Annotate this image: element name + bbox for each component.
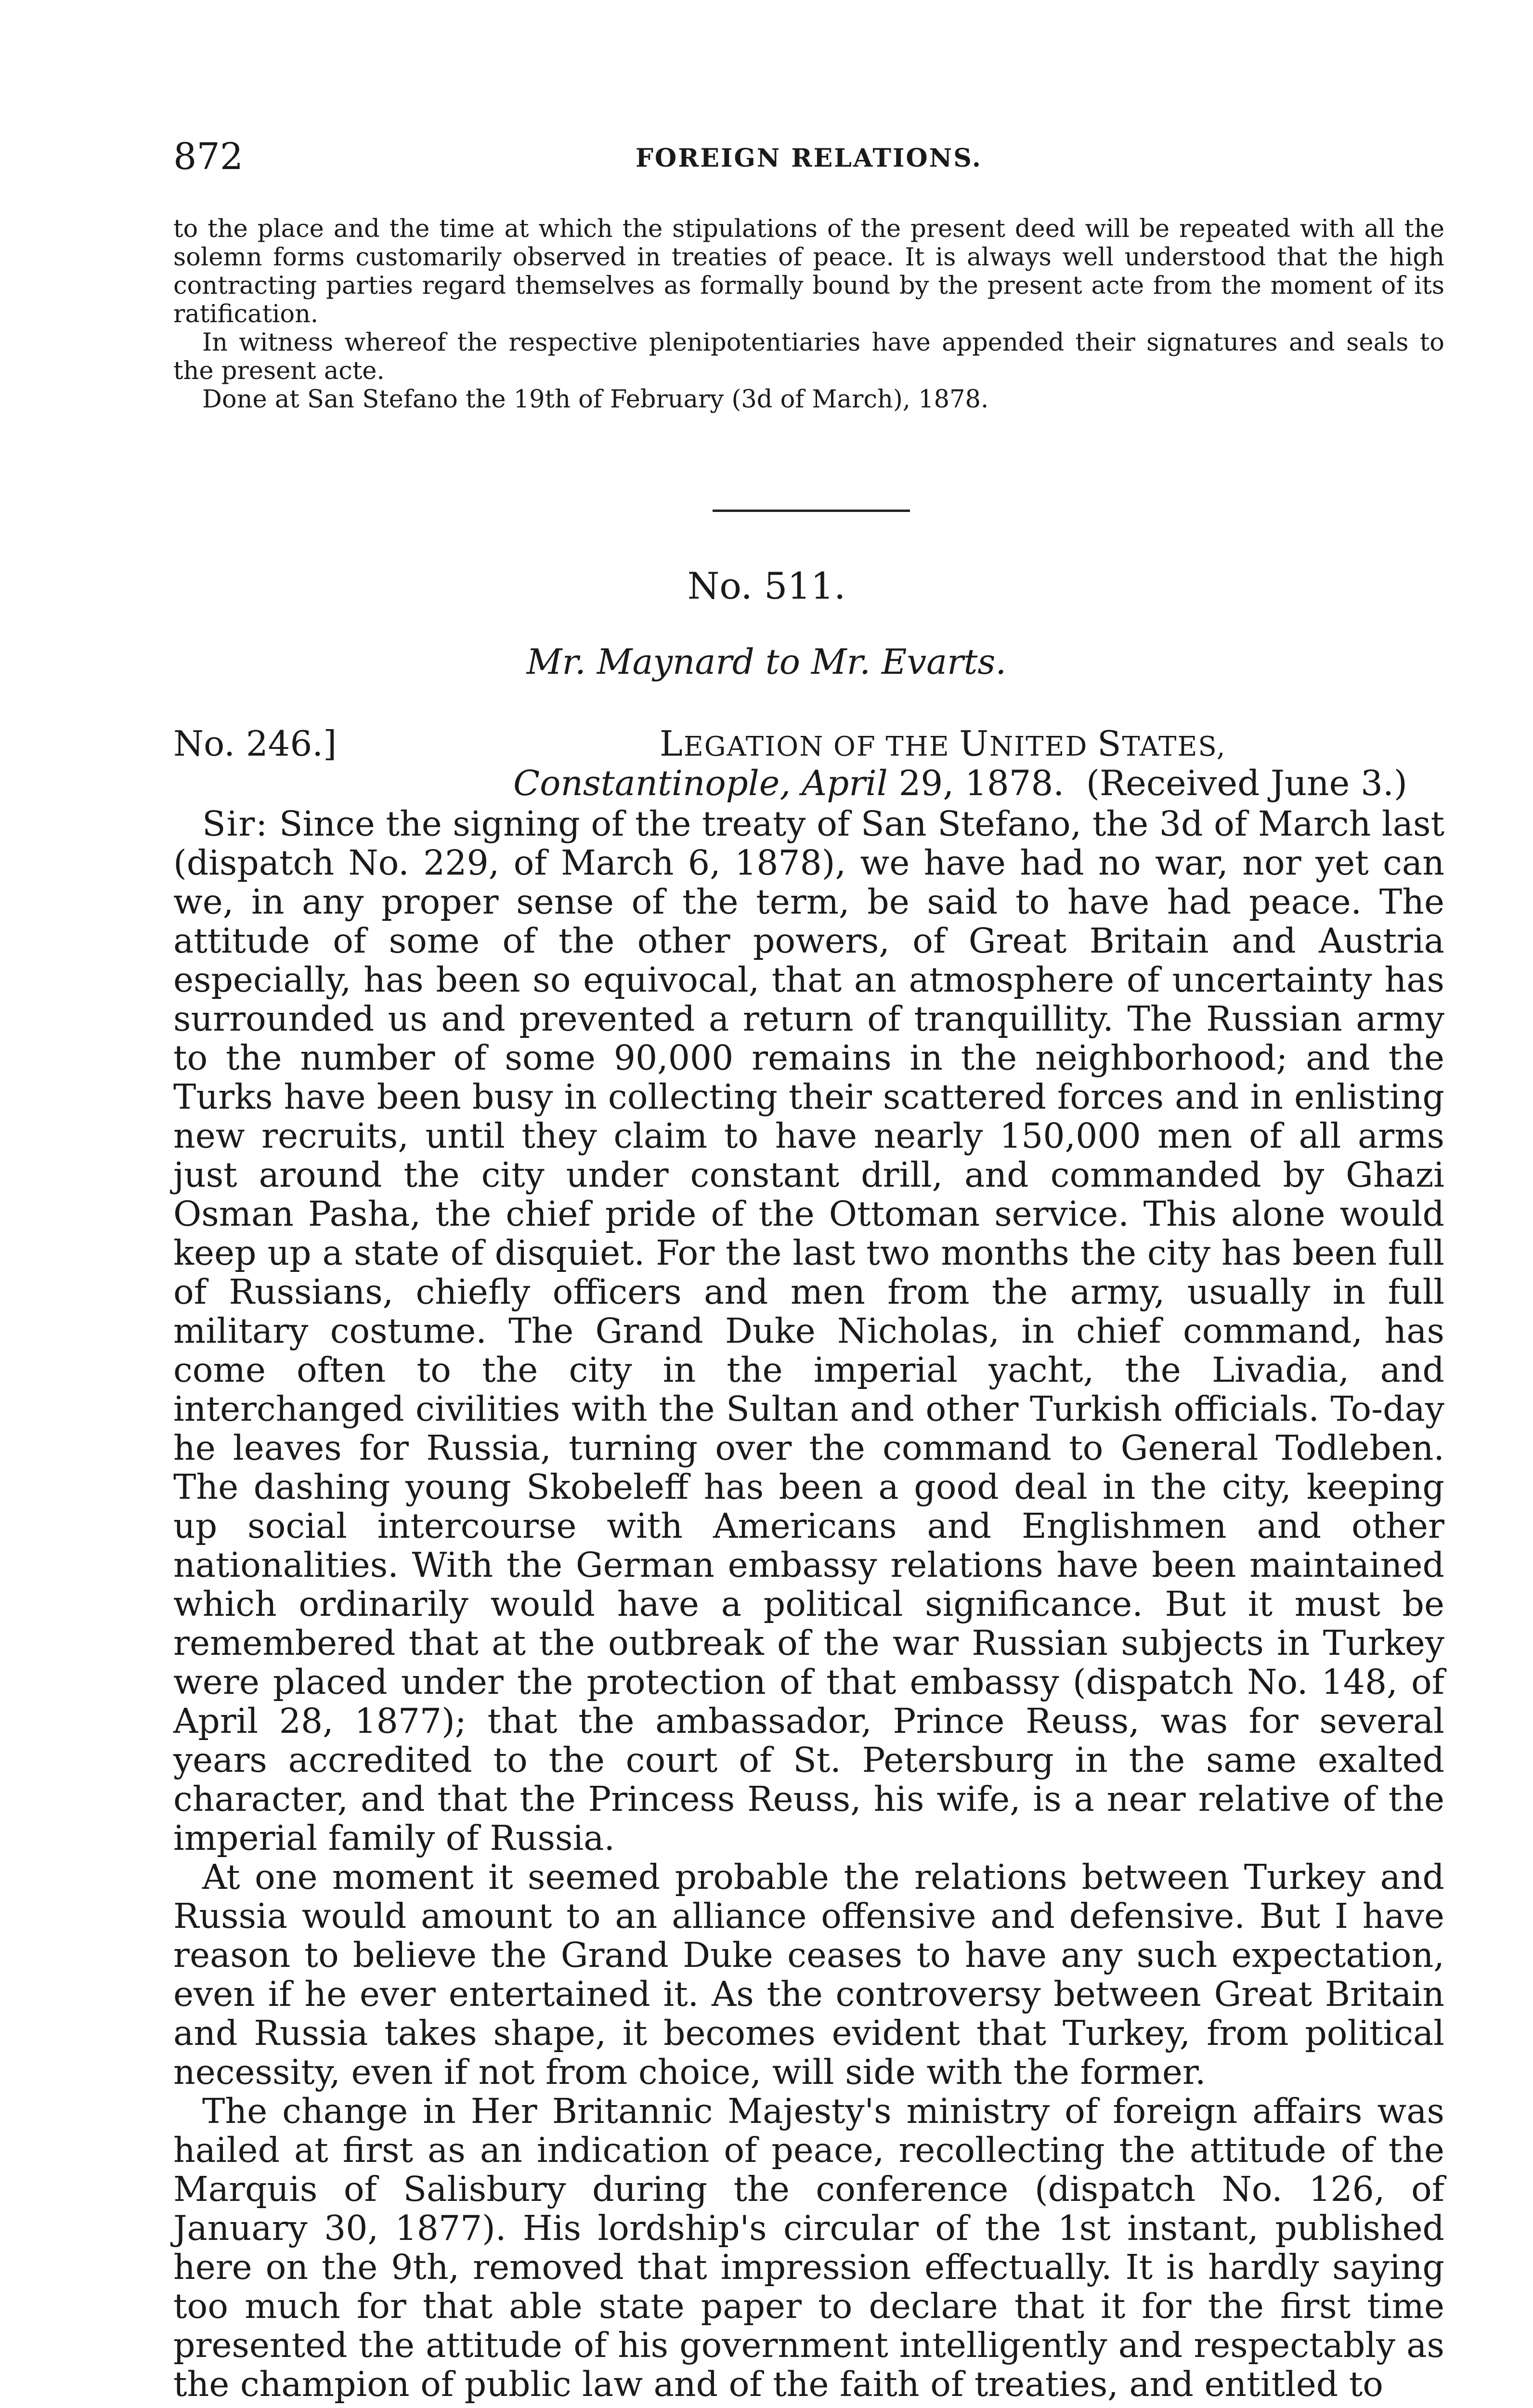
legation-part-3: TATES, <box>1122 731 1226 762</box>
section-divider <box>713 510 910 512</box>
done-at-line: Done at San Stefano the 19th of February (3d of March), 1878. <box>202 385 989 414</box>
dispatch-number: No. 246.] <box>173 723 337 764</box>
running-head <box>173 135 1444 183</box>
received-note: (Received June 3.) <box>1086 763 1407 803</box>
running-title: FOREIGN RELATIONS. <box>636 144 982 173</box>
document-title: Mr. Maynard to Mr. Evarts. <box>526 641 1007 682</box>
legation-part-1: EGATION OF THE <box>683 731 960 762</box>
witness-paragraph: In witness whereof the respective plenipotentiaries have appended their signatures and seals to the present acte. <box>173 328 1444 385</box>
document-number: No. 511. <box>687 564 846 607</box>
treaty-closing-paragraph: to the place and the time at which the stipulations of the present deed will be repeated with all the solemn forms customarily observed in treaties of peace. It is always well understood that the high contracting parties regard themselves as formally bound by the present acte from the moment of its ratification. <box>173 215 1444 328</box>
legation-initial-l: L <box>660 723 684 764</box>
letter-paragraph-1 <box>173 804 1444 1858</box>
legation-heading <box>660 723 1226 764</box>
salutation: Sir: <box>202 804 269 844</box>
page-number: 872 <box>173 135 244 178</box>
legation-part-2: NITED <box>989 731 1098 762</box>
day-year: 29, 1878. <box>887 763 1065 803</box>
paragraph-1-text: Since the signing of the treaty of San Stefano, the 3d of March last (dispatch No. 229, of March 6, 1878), we have had no war, nor yet can we, in any proper sense of the term, be said to have had peace. The attitude of some of the other powers, of Great Britain and Austria especially, has been so equivocal, that an atmosphere of uncertainty has surrounded us and prevented a return of tranquillity. The Russian army to the number of some 90,000 remains in the neighborhood; and the Turks have been busy in collecting their scattered forces and in enlisting new recruits, until they claim to have nearly 150,000 men of all arms just around the city under constant drill, and commanded by Ghazi Osman Pasha, the chief pride of the Ottoman service. This alone would keep up a state of disquiet. For the last two months the city has been full of Russians, chiefly officers and men from the army, usually in full military costume. The Grand Duke Nicholas, in chief command, has come often to the city in the imperial yacht, the Livadia, and interchanged civilities with the Sultan and other Turkish officials. To-day he leaves for Russia, turning over the command to General Todleben. The dashing young Skobeleff has been a good deal in the city, keeping up social intercourse with Americans and Englishmen and other nationalities. With the German embassy relations have been maintained which ordinarily would have a political significance. But it must be remembered that at the outbreak of the war Russian subjects in Turkey were placed under the protection of that embassy (dispatch No. 148, of April 28, 1877); that the ambassador, Prince Reuss, was for several years accredited to the court of St. Petersburg in the same exalted character, and that the Princess Reuss, his wife, is a near relative of the imperial family of Russia. <box>173 804 1444 1858</box>
place-and-month: Constantinople, April <box>513 763 888 803</box>
place-date-line <box>513 763 1407 803</box>
legation-initial-u: U <box>959 723 990 764</box>
letter-paragraph-2: At one moment it seemed probable the relations between Turkey and Russia would amount to an alliance offensive and defensive. But I have reason to believe the Grand Duke ceases to have any such expectation, even if he ever entertained it. As the controversy between Great Britain and Russia takes shape, it becomes evident that Turkey, from political necessity, even if not from choice, will side with the former. <box>173 1857 1444 2092</box>
legation-initial-s: S <box>1097 723 1122 764</box>
letter-paragraph-3: The change in Her Britannic Majesty's ministry of foreign affairs was hailed at first as an indication of peace, recollecting the attitude of the Marquis of Salisbury during the conference (dispatch No. 126, of January 30, 1877). His lordship's circular of the 1st instant, published here on the 9th, removed that impression effectually. It is hardly saying too much for that able state paper to declare that it for the first time presented the attitude of his government intelligently and respectably as the champion of public law and of the faith of treaties, and entitled to <box>173 2091 1444 2404</box>
letter-body <box>173 804 1444 2404</box>
previous-document-continuation <box>173 215 1444 414</box>
